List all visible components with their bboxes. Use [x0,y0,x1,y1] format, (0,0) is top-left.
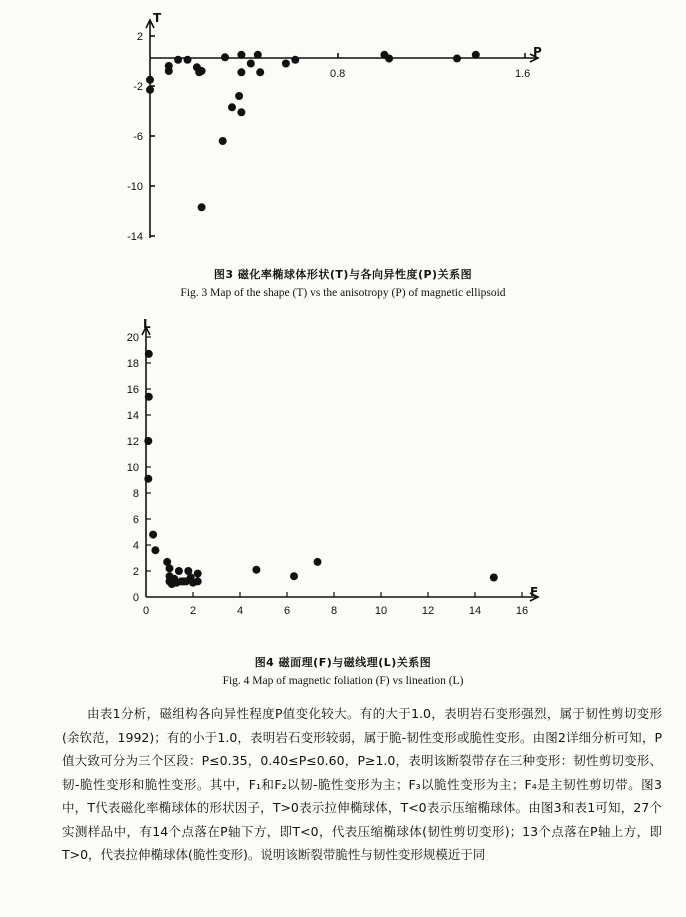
fig3-y-tick-label: 2 [136,31,143,43]
fig3-point [256,68,264,76]
fig3-point [282,60,290,68]
fig3-point [472,51,480,59]
fig4-y-tick-label: 8 [132,488,139,500]
fig4-chart [0,305,686,635]
fig4-points [144,350,498,588]
body-text [62,702,662,867]
fig4-point [490,574,498,582]
fig3-point [165,67,173,75]
fig4-x-tick-label: 2 [189,605,197,617]
fig4-point [145,393,153,401]
fig3-y-tick-label: -2 [133,81,143,93]
fig3-y-tick-label: -14 [127,231,143,243]
fig4-y-tick-label: 14 [126,410,139,422]
fig3-caption-en: Fig. 3 Map of the shape (T) vs the anisotropy (P) of magnetic ellipsoid [180,287,506,299]
fig3-y-tick-label: -10 [127,181,143,193]
fig4-x-tick-label: 12 [421,605,435,617]
fig4-point [145,350,153,358]
fig4-point [194,577,202,585]
fig3-point [198,203,206,211]
fig4-x-tick-label: 14 [468,605,482,617]
fig3-ylabel: T [153,11,162,25]
fig4-x-tick-label: 6 [283,605,291,617]
fig4-caption-en: Fig. 4 Map of magnetic foliation (F) vs lineation (L) [222,675,464,687]
fig3-point [237,68,245,76]
fig4-point [194,570,202,578]
fig3-point [184,56,192,64]
fig4-point [149,531,157,539]
fig4-ylabel: L [143,317,151,331]
fig4-y-tick-label: 0 [132,592,139,604]
fig4-x-tick-label: 16 [515,605,529,617]
fig3-points [146,51,480,212]
fig3-point [247,60,255,68]
fig3-point [219,137,227,145]
fig3-point [254,51,262,59]
fig3-point [228,103,236,111]
fig3-point [146,86,154,94]
fig3-point [291,56,299,64]
fig4-x-tick-label: 10 [374,605,388,617]
fig4-xlabel: F [530,585,539,599]
fig4-point [144,475,152,483]
fig4-y-tick-label: 20 [126,332,139,344]
fig4-y-tick-label: 16 [126,384,139,396]
fig3-y-tick-label: -6 [133,131,143,143]
fig3-point [385,55,393,63]
fig4-point [290,572,298,580]
fig4-y-tick-label: 2 [132,566,139,578]
fig4-point [175,567,183,575]
fig3-point [453,55,461,63]
fig4-y-tick-label: 18 [126,358,139,370]
fig3-x-tick-label: 1.6 [515,68,531,80]
fig3-point [237,51,245,59]
fig3-x-tick-label: 0.8 [330,68,346,80]
fig4-x-tick-label: 4 [236,605,244,617]
fig4-y-tick-label: 6 [132,514,139,526]
fig4-point [314,558,322,566]
fig4-point [252,566,260,574]
fig3-chart [0,0,686,262]
fig3-caption-cn: 图3 磁化率椭球体形状(T)与各向异性度(P)关系图 [213,268,473,281]
fig3-xlabel: P [533,45,542,59]
fig4-point [144,437,152,445]
fig3-point [146,76,154,84]
fig3-point [198,67,206,75]
fig3-point [221,53,229,61]
fig4-caption-cn: 图4 磁面理(F)与磁线理(L)关系图 [254,656,432,669]
fig4-x-tick-label: 0 [142,605,150,617]
body-paragraph: 由表1分析，磁组构各向异性程度P值变化较大。有的大于1.0，表明岩石变形强烈，属于韧性剪切变形(余钦范，1992)；有的小于1.0，表明岩石变形较弱，属于脆-韧性变形或脆性变形。由图2详细分析可知，P值大致可分为三个区段：P≤0.35，0.40≤P≤0.60，P≥1.0，表明该断裂带存在三种变形：韧性剪切变形、韧-脆性变形和脆性变形。其中，F₁和F₂以韧-脆性变形为主；F₃以脆性变形为主；F₄是主韧性剪切带。图3中，T代表磁化率椭球体的形状因子，T>0表示拉伸椭球体，T<0表示压缩椭球体。由图3和表1可知，27个实测样品中，有14个点落在P轴下方，即T<0，代表压缩椭球体(韧性剪切变形)；13个点落在P轴上方，即T>0，代表拉伸椭球体(脆性变形)。说明该断裂带脆性与韧性变形规模近于同 [62,706,662,862]
fig4-point [151,546,159,554]
fig4-y-tick-label: 10 [126,462,139,474]
fig4-x-tick-label: 8 [330,605,338,617]
fig4-y-tick-label: 4 [132,540,139,552]
fig3-point [237,108,245,116]
fig4-y-tick-label: 12 [126,436,139,448]
fig3-point [235,92,243,100]
fig3-point [174,56,182,64]
fig4-point [166,564,174,572]
